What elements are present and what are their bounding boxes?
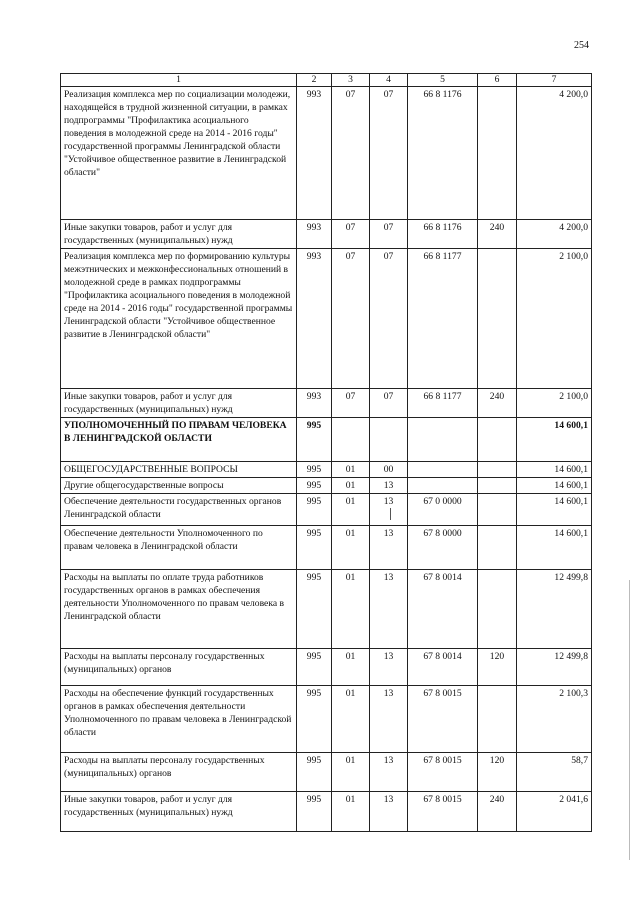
cell-amount: 2 100,0 [517, 389, 592, 418]
cell-expense-type [478, 87, 517, 220]
row-name: Расходы на выплаты персоналу государственных (муниципальных) органов [61, 753, 297, 792]
cell-admin-code: 995 [297, 753, 332, 792]
cell-expense-type: 240 [478, 220, 517, 249]
column-header: 6 [478, 74, 517, 87]
column-header: 1 [61, 74, 297, 87]
page-number: 254 [574, 40, 589, 51]
column-header: 7 [517, 74, 592, 87]
row-name: Расходы на выплаты по оплате труда работников государственных органов в рамках обеспечения деятельности Уполномоченного по правам человека в Ленинградской области [61, 570, 297, 649]
cell-target-article: 67 0 0000 [408, 494, 478, 526]
cell-section: 01 [332, 570, 370, 649]
table-row [61, 478, 592, 494]
scan-edge-line [629, 580, 630, 860]
row-name: Другие общегосударственные вопросы [61, 478, 297, 494]
cell-amount: 2 041,6 [517, 792, 592, 832]
table-row [61, 792, 592, 832]
cell-amount: 4 200,0 [517, 220, 592, 249]
cell-target-article: 67 8 0015 [408, 792, 478, 832]
cell-section: 07 [332, 389, 370, 418]
cell-expense-type: 240 [478, 389, 517, 418]
cell-admin-code: 995 [297, 494, 332, 526]
row-name: Иные закупки товаров, работ и услуг для государственных (муниципальных) нужд [61, 220, 297, 249]
cell-expense-type [478, 570, 517, 649]
table-row [61, 686, 592, 753]
cell-target-article: 66 8 1176 [408, 220, 478, 249]
cell-target-article: 67 8 0000 [408, 526, 478, 570]
column-header: 2 [297, 74, 332, 87]
budget-table [60, 73, 592, 832]
cell-admin-code: 993 [297, 87, 332, 220]
cell-section: 01 [332, 686, 370, 753]
cell-amount: 58,7 [517, 753, 592, 792]
row-name: Реализация комплекса мер по формированию культуры межэтнических и межконфессиональных отношений в молодежной среде в рамках подпрограммы "Профилактика асоциального поведения в молодежной среде на 2014 - 2016 годы" государственной программы Ленинградской области "Устойчивое общественное развитие в Ленинградской области" [61, 249, 297, 389]
cell-target-article: 66 8 1177 [408, 389, 478, 418]
cell-target-article: 66 8 1176 [408, 87, 478, 220]
row-name: Иные закупки товаров, работ и услуг для государственных (муниципальных) нужд [61, 389, 297, 418]
table-row [61, 249, 592, 389]
cell-section: 01 [332, 494, 370, 526]
column-header: 4 [370, 74, 408, 87]
cell-section: 01 [332, 753, 370, 792]
cell-expense-type [478, 494, 517, 526]
cell-subsection [370, 418, 408, 462]
cell-amount: 14 600,1 [517, 478, 592, 494]
table-row-department [61, 418, 592, 462]
cell-subsection: 13 [370, 478, 408, 494]
header-row [61, 74, 592, 87]
cell-subsection: 07 [370, 249, 408, 389]
cell-admin-code: 993 [297, 220, 332, 249]
pen-mark [390, 508, 391, 520]
cell-admin-code: 995 [297, 478, 332, 494]
cell-expense-type: 120 [478, 649, 517, 686]
cell-target-article: 67 8 0014 [408, 570, 478, 649]
cell-section: 07 [332, 220, 370, 249]
table-row [61, 494, 592, 526]
cell-subsection: 13 [370, 686, 408, 753]
cell-admin-code: 995 [297, 570, 332, 649]
cell-admin-code: 995 [297, 686, 332, 753]
cell-section: 01 [332, 462, 370, 478]
cell-admin-code: 995 [297, 526, 332, 570]
cell-admin-code: 995 [297, 418, 332, 462]
table-row [61, 462, 592, 478]
cell-subsection: 07 [370, 220, 408, 249]
cell-target-article: 67 8 0014 [408, 649, 478, 686]
cell-section: 01 [332, 792, 370, 832]
cell-expense-type [478, 478, 517, 494]
cell-target-article [408, 462, 478, 478]
cell-target-article [408, 418, 478, 462]
cell-section: 01 [332, 478, 370, 494]
cell-section: 07 [332, 87, 370, 220]
cell-subsection: 13 [370, 570, 408, 649]
row-name: Обеспечение деятельности Уполномоченного по правам человека в Ленинградской области [61, 526, 297, 570]
cell-target-article: 67 8 0015 [408, 686, 478, 753]
cell-expense-type [478, 526, 517, 570]
cell-subsection: 13 [370, 526, 408, 570]
cell-admin-code: 995 [297, 649, 332, 686]
cell-expense-type [478, 686, 517, 753]
cell-subsection: 13 [370, 792, 408, 832]
table-row [61, 570, 592, 649]
cell-subsection-value: 13 [383, 496, 394, 507]
table-row [61, 526, 592, 570]
cell-expense-type [478, 418, 517, 462]
row-name: УПОЛНОМОЧЕННЫЙ ПО ПРАВАМ ЧЕЛОВЕКА В ЛЕНИНГРАДСКОЙ ОБЛАСТИ [61, 418, 297, 462]
cell-target-article: 67 8 0015 [408, 753, 478, 792]
cell-expense-type [478, 249, 517, 389]
cell-subsection [370, 494, 408, 526]
cell-amount: 14 600,1 [517, 494, 592, 526]
cell-amount: 2 100,3 [517, 686, 592, 753]
cell-section [332, 418, 370, 462]
cell-amount: 14 600,1 [517, 418, 592, 462]
table-row [61, 649, 592, 686]
cell-amount: 14 600,1 [517, 526, 592, 570]
cell-subsection: 07 [370, 87, 408, 220]
cell-subsection: 00 [370, 462, 408, 478]
cell-amount: 2 100,0 [517, 249, 592, 389]
row-name: Обеспечение деятельности государственных органов Ленинградской области [61, 494, 297, 526]
cell-expense-type: 120 [478, 753, 517, 792]
cell-section: 01 [332, 526, 370, 570]
row-name: Иные закупки товаров, работ и услуг для государственных (муниципальных) нужд [61, 792, 297, 832]
table-row [61, 220, 592, 249]
cell-admin-code: 995 [297, 792, 332, 832]
table-row [61, 753, 592, 792]
column-header: 3 [332, 74, 370, 87]
cell-admin-code: 993 [297, 249, 332, 389]
cell-amount: 14 600,1 [517, 462, 592, 478]
row-name: Расходы на выплаты персоналу государственных (муниципальных) органов [61, 649, 297, 686]
cell-expense-type [478, 462, 517, 478]
cell-target-article: 66 8 1177 [408, 249, 478, 389]
cell-subsection: 13 [370, 649, 408, 686]
cell-expense-type: 240 [478, 792, 517, 832]
row-name: Расходы на обеспечение функций государственных органов в рамках обеспечения деятельности Уполномоченного по правам человека в Ленинградской области [61, 686, 297, 753]
row-name: Реализация комплекса мер по социализации молодежи, находящейся в трудной жизненной ситуации, в рамках подпрограммы "Профилактика асоциального поведения в молодежной среде на 2014 - 2016 годы" государственной программы Ленинградской области "Устойчивое общественное развитие в Ленинградской области" [61, 87, 297, 220]
cell-subsection: 07 [370, 389, 408, 418]
cell-amount: 4 200,0 [517, 87, 592, 220]
cell-amount: 12 499,8 [517, 570, 592, 649]
table-row [61, 87, 592, 220]
cell-section: 01 [332, 649, 370, 686]
cell-section: 07 [332, 249, 370, 389]
cell-admin-code: 995 [297, 462, 332, 478]
cell-subsection: 13 [370, 753, 408, 792]
table-row [61, 389, 592, 418]
cell-amount: 12 499,8 [517, 649, 592, 686]
cell-target-article [408, 478, 478, 494]
cell-admin-code: 993 [297, 389, 332, 418]
column-header: 5 [408, 74, 478, 87]
row-name: ОБЩЕГОСУДАРСТВЕННЫЕ ВОПРОСЫ [61, 462, 297, 478]
